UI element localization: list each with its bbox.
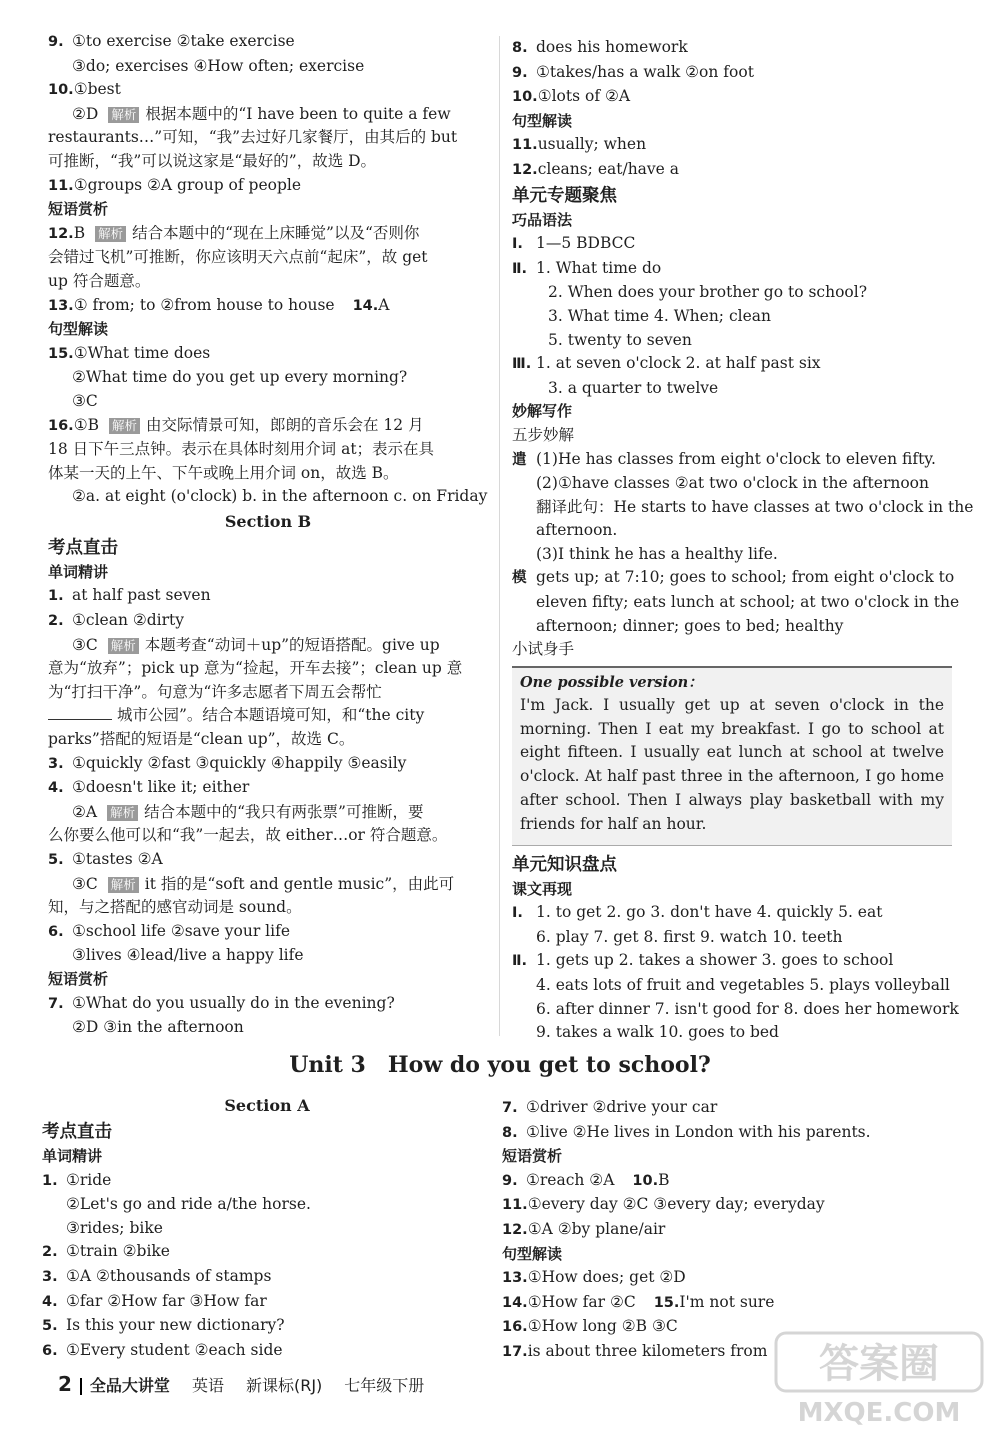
footer-brand: 全品大讲堂 [89, 1376, 170, 1395]
answer-line [512, 158, 952, 183]
answer-line [512, 352, 952, 377]
answer-text: 1. gets up 2. takes a shower 3. goes to school [536, 951, 894, 970]
answer-text: 可推断，“我”可以说这家是“最好的”，故选 D。 [48, 151, 377, 170]
answer-text: ①clean ②dirty [72, 611, 185, 630]
analysis-text: 结合本题中的“现在上床睡觉”以及“否则你 [132, 223, 420, 242]
question-number: 14. [352, 297, 379, 314]
answer-line [42, 1240, 492, 1265]
answer-line [512, 615, 952, 639]
page-footer [58, 1372, 446, 1396]
footer-grade: 七年级下册 [344, 1376, 425, 1395]
question-number: 11. [512, 137, 538, 154]
answer-line [48, 848, 488, 873]
answer-line [512, 377, 952, 401]
answer-line [502, 1266, 942, 1291]
subsection-heading: 巧品语法 [512, 210, 573, 229]
question-number: 1. [48, 588, 64, 605]
answer-text: ①groups ②A group of people [73, 175, 302, 194]
answer-text: Is this your new dictionary? [66, 1316, 285, 1335]
answer-text: ①to exercise ②take exercise [72, 32, 295, 50]
answer-text: does his homework [536, 38, 688, 56]
answer-text: 1. to get 2. go 3. don't have 4. quickly 5. eat [536, 903, 883, 922]
answer-text: 1—5 BDBCC [536, 234, 636, 253]
answer-text: ①best [73, 80, 121, 99]
answer-text: 18 日下午三点钟。表示在具体时刻用介词 at；表示在具 [48, 440, 435, 459]
answer-text: 1. What time do [536, 258, 662, 277]
page-number: 2 [58, 1372, 72, 1396]
answer-line [502, 1169, 942, 1194]
section-heading: 单元专题聚焦 [512, 185, 617, 206]
answer-line [512, 85, 952, 110]
answer-column-left-bottom [42, 1093, 492, 1363]
answer-text: 么你要么他可以和“我”一起去，故 either…or 符合题意。 [48, 826, 448, 845]
answer-line [48, 342, 488, 367]
answer-text: 体某一天的上午、下午或晚上用介词 on，故选 B。 [48, 463, 399, 482]
answer-text: afternoon; dinner; goes to bed; healthy [536, 616, 844, 635]
subsection-heading: 妙解写作 [512, 402, 573, 421]
footer-edition: 新课标(RJ) [245, 1376, 323, 1395]
subsection-heading: 短语赏析 [48, 969, 109, 988]
answer-line [48, 485, 488, 509]
answer-line [512, 61, 952, 86]
answer-line [48, 270, 488, 294]
answer-line [512, 472, 952, 496]
answer-text: ①doesn't like it; either [72, 778, 250, 797]
answer-line [48, 126, 488, 150]
question-number: 17. [502, 1343, 528, 1360]
answer-line [512, 591, 960, 615]
answer-line [502, 1193, 942, 1218]
analysis-text: 本题考查“动词＋up”的短语搭配。give up [144, 635, 440, 654]
answer-text: ②a. at eight (o'clock) b. in the afternoon c. on Friday [72, 487, 488, 506]
answer-text: ①far ②How far ③How far [66, 1291, 267, 1310]
answer-text: ①driver ②drive your car [526, 1098, 718, 1116]
answer-text: 4. eats lots of fruit and vegetables 5. plays volleyball [536, 976, 950, 994]
answer-line [42, 1217, 492, 1241]
answer-text: 6. play 7. get 8. first 9. watch 10. teeth [536, 927, 843, 946]
answer-text: ①every day ②C ③every day; everyday [527, 1195, 825, 1214]
answer-line [48, 681, 488, 705]
answer-text: 2. When does your brother go to school? [548, 283, 868, 302]
subsection-heading: 单词精讲 [42, 1147, 103, 1165]
answer-text: ①What do you usually do in the evening? [72, 993, 395, 1012]
answer-line [48, 584, 488, 609]
question-number: 6. [42, 1342, 58, 1359]
question-number: Ⅰ. [512, 236, 523, 253]
answer-text: eleven fifty; eats lunch at school; at two o'clock in the [536, 593, 960, 612]
section-heading: 考点直击 [42, 1122, 112, 1142]
footer-separator [80, 1378, 82, 1395]
answer-column-left-top [48, 30, 488, 1040]
question-number: 15. [653, 1294, 680, 1311]
answer-text: ③C [72, 635, 98, 654]
answer-line [48, 222, 488, 247]
answer-line [48, 390, 488, 414]
answer-line [512, 448, 952, 473]
answer-text: ①live ②He lives in London with his parents. [526, 1122, 871, 1141]
answer-line [48, 873, 488, 897]
fill-blank [48, 706, 112, 720]
answer-text: ②What time do you get up every morning? [72, 368, 408, 387]
subsection-heading: 短语赏析 [48, 200, 109, 219]
answer-line [48, 776, 488, 801]
answer-text: 5. twenty to seven [548, 330, 692, 349]
question-number: 12. [512, 161, 538, 178]
answer-line [48, 78, 488, 103]
answer-text: ②Let's go and ride a/the horse. [66, 1195, 311, 1214]
answer-line [502, 1096, 942, 1121]
answer-text: B [73, 223, 86, 242]
subsection-heading: 句型解读 [48, 320, 109, 339]
subsection-heading: 单词精讲 [48, 562, 109, 581]
question-number: 15. [48, 345, 74, 362]
question-number: 4. [48, 780, 64, 797]
answer-text: gets up; at 7:10; goes to school; from eight o'clock to [536, 568, 955, 587]
answer-line [512, 305, 952, 329]
answer-line [502, 1121, 942, 1146]
answer-line [48, 609, 488, 634]
answer-text: B [658, 1170, 670, 1189]
question-number: 16. [48, 417, 74, 434]
answer-text: ①How long ②B ③C [527, 1317, 678, 1336]
answer-line [48, 462, 488, 486]
question-number: 3. [48, 755, 64, 772]
analysis-text: 结合本题中的“我只有两张票”可推断，要 [144, 802, 424, 821]
answer-line [512, 998, 959, 1022]
analysis-tag: 解析 [108, 638, 139, 654]
answer-line [512, 496, 974, 520]
unit-title [0, 1052, 1000, 1078]
answer-text: ①B [73, 415, 99, 434]
answer-line [48, 728, 488, 752]
answer-text: ①train ②bike [66, 1242, 170, 1261]
answer-line [512, 257, 952, 282]
answer-text: ③C [72, 874, 98, 893]
question-number: 16. [502, 1319, 528, 1336]
analysis-tag: 解析 [109, 418, 140, 434]
analysis-tag: 解析 [108, 107, 139, 123]
answer-line [512, 926, 952, 950]
analysis-text: 根据本题中的“I have been to quite a few [145, 104, 451, 123]
answer-text: ①ride [66, 1170, 112, 1189]
unit-number: Unit 3 [289, 1052, 366, 1078]
answer-line [48, 174, 488, 199]
answer-line [48, 896, 488, 920]
question-number: 8. [502, 1124, 518, 1141]
answer-line [512, 133, 952, 158]
answer-text: cleans; eat/have a [537, 159, 680, 178]
question-number: 5. [48, 852, 64, 868]
answer-line [48, 704, 488, 728]
answer-text: parks”搭配的短语是“clean up”，故选 C。 [48, 730, 355, 749]
answer-line [42, 1193, 492, 1217]
question-number: 3. [42, 1268, 58, 1285]
answer-text: (2)①have classes ②at two o'clock in the afternoon [536, 474, 929, 493]
question-number: 2. [48, 613, 64, 630]
answer-line [48, 366, 488, 390]
answer-text: ①A ②by plane/air [527, 1219, 666, 1238]
answer-text: ③do; exercises ④How often; exercise [72, 56, 365, 75]
answer-line [48, 992, 488, 1017]
answer-line [48, 438, 488, 462]
answer-text: ①How far ②C [527, 1292, 636, 1311]
answer-text: is about three kilometers from [527, 1341, 768, 1360]
answer-text: ③lives ④lead/live a happy life [72, 946, 304, 965]
section-title: Section B [224, 511, 312, 531]
question-number: 7. [48, 995, 64, 1012]
question-number: Ⅱ. [512, 260, 528, 277]
answer-text: ①What time does [73, 343, 211, 362]
answer-line [512, 949, 952, 974]
answer-line [48, 150, 488, 174]
analysis-text: 由交际情景可知，郎朗的音乐会在 12 月 [146, 415, 424, 434]
answer-text: (3)I think he has a healthy life. [536, 544, 778, 563]
answer-text: at half past seven [72, 586, 211, 605]
answer-line [48, 55, 488, 79]
section-heading: 单元知识盘点 [512, 854, 617, 875]
answer-text: ②A [72, 802, 98, 821]
answer-text: A [378, 295, 390, 314]
answer-line [48, 414, 488, 439]
answer-line [512, 901, 952, 926]
subsection-heading: 课文再现 [512, 879, 573, 898]
question-number: 6. [48, 923, 64, 940]
question-number: Ⅰ. [512, 905, 523, 922]
answer-text: ①tastes ②A [72, 850, 163, 868]
watermark-url: MXQE.COM [797, 1398, 961, 1428]
answer-line [48, 801, 488, 825]
answer-line [512, 36, 952, 61]
answer-text: ②D [72, 104, 99, 123]
unit-name: How do you get to school? [387, 1052, 711, 1078]
answer-line [512, 566, 955, 591]
answer-text: 为“打扫干净”。句意为“许多志愿者下周五会帮忙 [48, 682, 382, 701]
answer-line [48, 634, 488, 658]
answer-line [42, 1169, 492, 1194]
answer-column-right-top [512, 36, 974, 1045]
answer-line [48, 30, 488, 55]
answer-text: ①Every student ②each side [66, 1340, 283, 1359]
answer-line [48, 824, 488, 848]
answer-text: up 符合题意。 [48, 271, 151, 290]
answer-text: (1)He has classes from eight o'clock to eleven fifty. [536, 449, 936, 468]
subsection-heading: 句型解读 [512, 111, 573, 130]
answer-text: ①A ②thousands of stamps [66, 1266, 272, 1285]
question-number: 9. [502, 1172, 518, 1189]
answer-column-right-bottom [502, 1096, 942, 1365]
analysis-tag: 解析 [108, 877, 139, 893]
answer-line [48, 657, 488, 681]
answer-text: ①school life ②save your life [72, 921, 290, 940]
question-number: 9. [512, 64, 528, 81]
answer-line [48, 103, 488, 127]
answer-line [502, 1218, 942, 1243]
answer-text: ③rides; bike [66, 1218, 163, 1237]
watermark-logo [774, 1329, 984, 1429]
answer-line [42, 1290, 492, 1315]
answer-line [502, 1291, 942, 1316]
answer-line [42, 1314, 492, 1339]
answer-text: ①takes/has a walk ②on foot [536, 62, 754, 81]
example-text: I'm Jack. I usually get up at seven o'clock in the morning. Then I eat my breakfast. I go to school at eight fifteen. I usually eat lunch at school at twelve o'clock. At half past three in the afternoon, I go home after school. Then I always play basketball with my friends for half an hour. [520, 695, 944, 833]
example-essay-box [512, 666, 952, 846]
analysis-tag: 解析 [107, 805, 138, 821]
question-number: 1. [42, 1172, 58, 1189]
answer-text: 1. at seven o'clock 2. at half past six [536, 354, 821, 373]
subsection-heading: 短语赏析 [502, 1147, 563, 1166]
question-number: 10. [512, 89, 538, 106]
question-number: 11. [502, 1197, 528, 1214]
answer-line [512, 974, 952, 998]
answer-text: ①lots of ②A [537, 87, 631, 106]
question-number: 5. [42, 1318, 58, 1335]
question-number: 12. [502, 1221, 528, 1238]
section-title: Section A [224, 1096, 310, 1115]
question-number: 2. [42, 1244, 58, 1261]
question-number: 4. [42, 1293, 58, 1310]
answer-text: ②D ③in the afternoon [72, 1018, 244, 1037]
answer-line [512, 232, 952, 257]
answer-text: 城市公园”。结合本题语境可知，和“the city [116, 706, 425, 725]
analysis-text: it 指的是“soft and gentle music”，由此可 [144, 874, 455, 893]
example-title: One possible version： [520, 673, 703, 691]
answer-line [512, 519, 952, 543]
answer-line [48, 920, 488, 945]
question-number: 10. [632, 1172, 659, 1189]
question-number: 13. [48, 297, 74, 314]
answer-line [48, 944, 488, 968]
question-number: 12. [48, 225, 74, 242]
answer-text: 3. What time 4. When; clean [548, 306, 771, 325]
answer-line [48, 1016, 488, 1040]
answer-text: usually; when [537, 135, 647, 154]
question-number: 模 [512, 570, 527, 587]
answer-line [512, 281, 952, 305]
section-heading: 考点直击 [48, 537, 118, 558]
question-number: 7. [502, 1100, 518, 1116]
answer-line [512, 543, 952, 567]
answer-text: ①reach ②A [526, 1170, 615, 1189]
question-number: 14. [502, 1294, 528, 1311]
answer-line [512, 1021, 952, 1045]
answer-text: 会错过飞机”可推断，你应该明天六点前“起床”，故 get [48, 248, 428, 267]
answer-line [42, 1265, 492, 1290]
watermark-text: 答案圈 [819, 1341, 939, 1387]
answer-line [48, 246, 488, 270]
answer-text: 翻译此句：He starts to have classes at two o'clock in the [536, 497, 974, 516]
answer-text: 知，与之搭配的感官动词是 sound。 [48, 898, 302, 917]
answer-line [42, 1339, 492, 1364]
subsection-heading: 句型解读 [502, 1244, 563, 1263]
answer-text: 意为“放弃”；pick up 意为“捡起，开车去接”；clean up 意 [48, 659, 463, 678]
answer-line [48, 752, 488, 777]
answer-text: ③C [72, 391, 98, 410]
plain-label: 五步妙解 [512, 425, 575, 444]
answer-text: 9. takes a walk 10. goes to bed [536, 1023, 779, 1042]
answer-text: afternoon. [536, 521, 618, 540]
answer-line [512, 329, 952, 353]
question-number: Ⅲ. [512, 356, 532, 373]
answer-text: ①quickly ②fast ③quickly ④happily ⑤easily [72, 753, 407, 772]
question-number: 遣 [512, 451, 527, 468]
question-number: 11. [48, 177, 74, 194]
footer-subject: 英语 [191, 1376, 224, 1395]
answer-text: ① from; to ②from house to house [73, 295, 335, 314]
question-number: 8. [512, 40, 528, 56]
answer-text: 6. after dinner 7. isn't good for 8. does her homework [536, 999, 959, 1018]
answer-line [48, 294, 488, 319]
answer-text: restaurants…”可知，“我”去过好几家餐厅，由其后的 but [48, 128, 458, 147]
question-number: 13. [502, 1270, 528, 1287]
column-divider [499, 36, 500, 1036]
question-number: 9. [48, 34, 64, 50]
answer-text: ①How does; get ②D [527, 1268, 686, 1287]
answer-text: 3. a quarter to twelve [548, 378, 719, 397]
plain-label: 小试身手 [512, 640, 575, 659]
question-number: 10. [48, 82, 74, 99]
analysis-tag: 解析 [95, 226, 126, 242]
answer-text: I'm not sure [679, 1292, 775, 1311]
question-number: Ⅱ. [512, 953, 528, 970]
